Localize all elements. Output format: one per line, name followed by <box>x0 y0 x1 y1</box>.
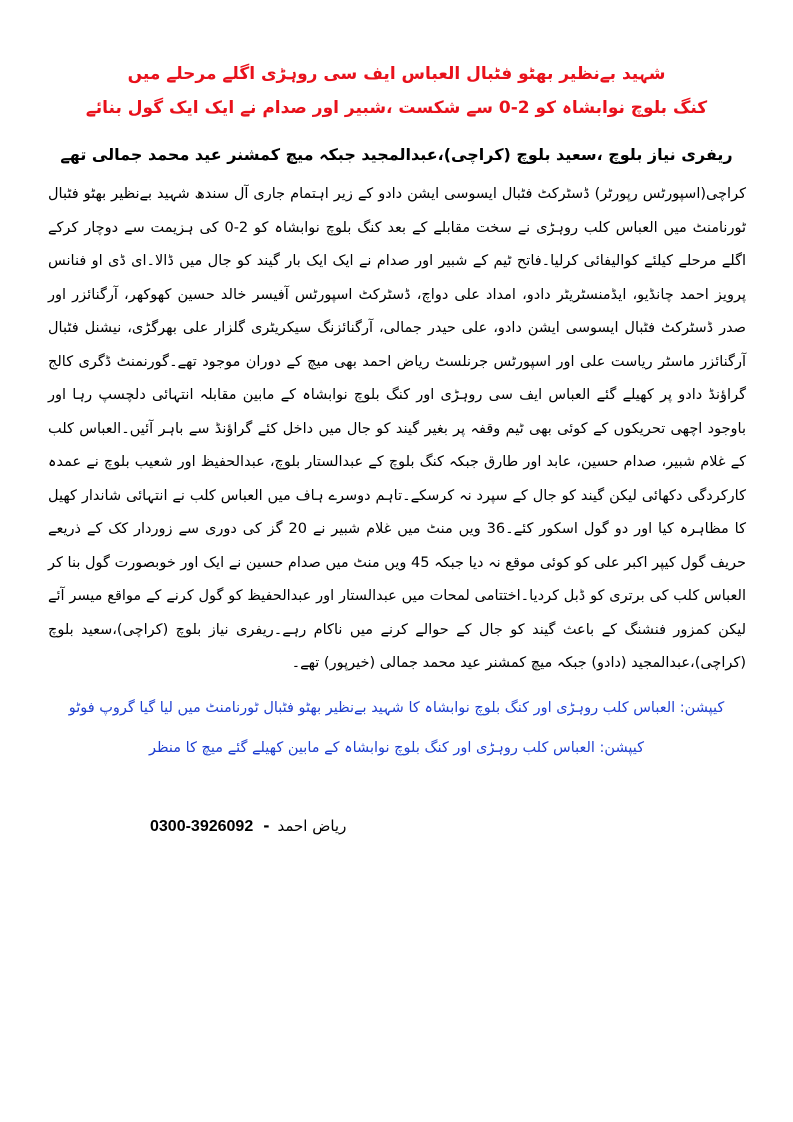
headline-sub: کنگ بلوچ نوابشاہ کو 2-0 سے شکست ،شبیر اور صدام نے ایک ایک گول بنائے <box>85 98 708 118</box>
article-body: کراچی(اسپورٹس رپورٹر) ڈسٹرکٹ فٹبال ایسوسی ایشن دادو کے زیر اہتمام جاری آل سندھ شہید بےنظیر بھٹو فٹبال ٹورنامنٹ میں العباس کلب روہڑی نے سخت مقابلے کے بعد کنگ بلوچ نوابشاہ کو 2-0 کی ہزیمت سے دوچار کرکے اگلے مرحلے کیلئے کوالیفائی کرلیا۔فاتح ٹیم کے شبیر اور صدام نے ایک ایک بار گیند کو جال میں ڈالا۔ای ڈی او فنانس پرویز احمد چانڈیو، ایڈمنسٹریٹر دادو، امداد علی دواچ، ڈسٹرکٹ اسپورٹس آفیسر خالد حسین کھوکھر، آرگنائزر اور صدر ڈسٹرکٹ فٹبال ایسوسی ایشن دادو، علی حیدر جمالی، آرگنائزنگ سیکریٹری گلزار علی بھرگڑی، نیشنل فٹبال آرگنائزر ماسٹر ریاست علی اور اسپورٹس جرنلسٹ ریاض احمد بھی میچ کے دوران موجود تھے۔گورنمنٹ ڈگری کالج گراؤنڈ دادو پر کھیلے گئے العباس ایف سی روہڑی اور کنگ بلوچ نوابشاہ کے مابین مقابلہ انتہائی دلچسپ رہا اور باوجود اچھی تحریکوں کے کوئی بھی ٹیم وقفہ پر بغیر گیند کو جال میں داخل کئے گراؤنڈ سے باہر آئیں۔العباس کلب کے غلام شبیر، صدام حسین، عابد اور طارق جبکہ کنگ بلوچ کے عبدالستار بلوچ، عبدالحفیظ اور شعیب بلوچ نے عمدہ کارکردگی دکھائی لیکن گیند کو جال کے سپرد نہ کرسکے۔تاہم دوسرے ہاف میں العباس کلب نے انتہائی شاندار کھیل کا مظاہرہ کیا اور دو گول اسکور کئے۔36 ویں منٹ میں غلام شبیر نے 20 گز کی دوری سے زوردار کک کے ذریعے حریف گول کیپر اکبر علی کو کوئی موقع نہ دیا جبکہ 45 ویں منٹ میں صدام حسین نے ایک اور خوبصورت گول بنا کر العباس کلب کی برتری کو ڈبل کردیا۔اختتامی لمحات میں عبدالستار اور عبدالحفیظ کو گول کرنے کے مواقع میسر آئے لیکن کمزور فنشنگ کے باعث گیند کو جال کے حوالے کرنے میں ناکام رہے۔ریفری نیاز بلوچ (کراچی)،سعید بلوچ (کراچی)،عبدالمجید (دادو) جبکہ میچ کمشنر عید محمد جمالی (خیرپور) تھے۔ <box>48 186 747 671</box>
photo-caption-group: کیپشن: العباس کلب روہڑی اور کنگ بلوچ نوابشاہ کا شہید بےنظیر بھٹو فٹبال ٹورنامنٹ میں لیا گیا گروپ فوٹو <box>68 700 725 716</box>
photo-caption-match: کیپشن: العباس کلب روہڑی اور کنگ بلوچ نوابشاہ کے مابین کھیلے گئے میچ کا منظر <box>148 740 645 756</box>
reporter-name: ریاض احمد <box>277 817 347 835</box>
headline-officials: ریفری نیاز بلوچ ،سعید بلوچ (کراچی)،عبدالمجید جبکہ میچ کمشنر عید محمد جمالی تھے <box>60 145 733 164</box>
headline-main: شہید بےنظیر بھٹو فٹبال العباس ایف سی روہڑی اگلے مرحلے میں <box>127 64 666 84</box>
reporter-contact <box>150 815 346 838</box>
reporter-phone: 0300-3926092 <box>150 818 254 835</box>
contact-separator: - <box>263 817 270 835</box>
